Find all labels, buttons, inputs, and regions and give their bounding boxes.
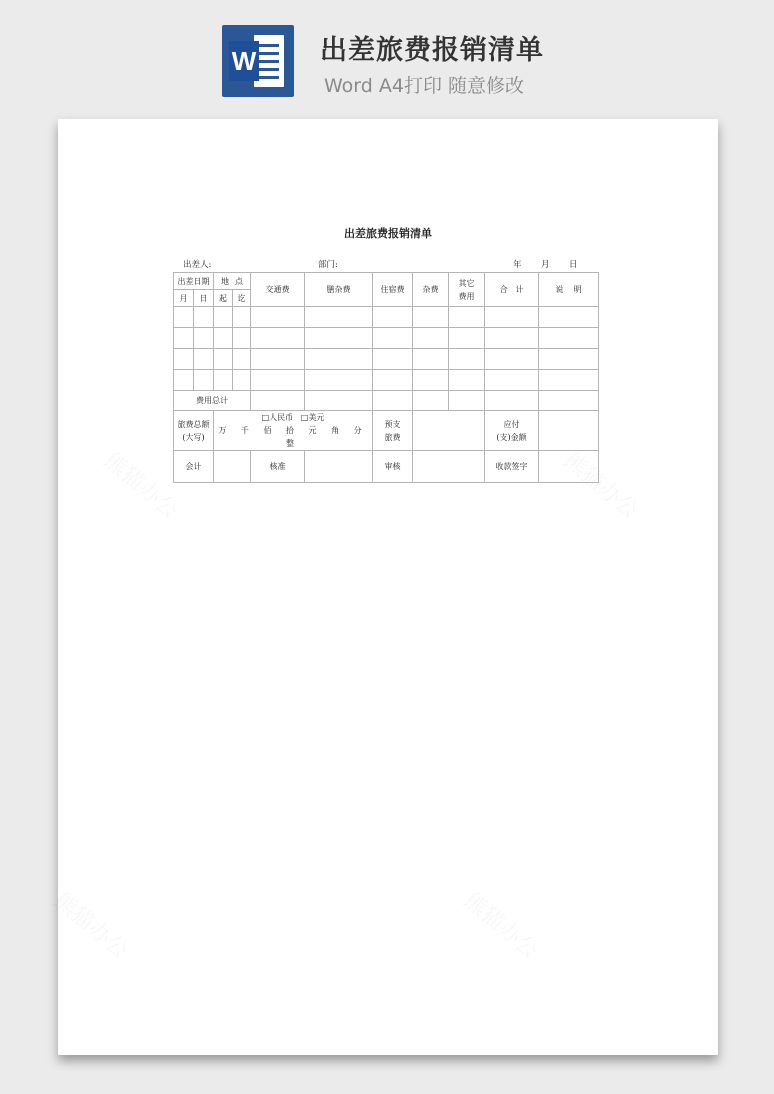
date-month: 月 (541, 260, 550, 270)
signature-row (174, 451, 599, 483)
header-month: 月 (174, 290, 194, 307)
header-misc-meals: 膳杂费 (305, 273, 373, 307)
table-row (174, 349, 599, 370)
word-logo-icon (222, 25, 294, 97)
expense-table (173, 272, 599, 483)
header-from: 起 (214, 290, 233, 307)
header-day: 日 (194, 290, 214, 307)
watermark (48, 884, 135, 964)
subtotal-row (174, 391, 599, 411)
receiver-label: 收款签字 (485, 451, 539, 483)
banner-title: 出差旅费报销清单 (320, 35, 544, 66)
table-row (174, 370, 599, 391)
review-label: 审核 (373, 451, 413, 483)
department-label: 部门: (318, 260, 338, 270)
header-other: 其它 费用 (449, 273, 485, 307)
header-transport: 交通费 (251, 273, 305, 307)
payable-label: 应付 (支)金额 (485, 411, 539, 451)
document-page (58, 119, 718, 1055)
advance-label: 预支 旅费 (373, 411, 413, 451)
date-year: 年 (513, 260, 522, 270)
header-total: 合 计 (485, 273, 539, 307)
header-to: 讫 (233, 290, 251, 307)
banner-subtitle: Word A4打印 随意修改 (324, 75, 525, 97)
travel-total-row (174, 411, 599, 451)
approval-label: 核准 (251, 451, 305, 483)
date-day: 日 (569, 260, 578, 270)
amount-in-words: □人民币 □美元 万 千 佰 拾 元 角 分 整 (214, 411, 373, 451)
subtotal-label: 费用总计 (174, 391, 251, 411)
accountant-label: 会计 (174, 451, 214, 483)
watermark (458, 884, 545, 964)
header-misc: 杂费 (413, 273, 449, 307)
header-trip-date: 出差日期 (174, 273, 214, 290)
travel-total-label: 旅费总额 (大写) (174, 411, 214, 451)
header-note: 说 明 (539, 273, 599, 307)
traveler-label: 出差人: (183, 260, 212, 270)
word-letter: W (229, 41, 259, 81)
table-row (174, 307, 599, 328)
header-place: 地 点 (214, 273, 251, 290)
header-lodging: 住宿费 (373, 273, 413, 307)
document-title: 出差旅费报销清单 (344, 227, 432, 240)
table-row (174, 328, 599, 349)
